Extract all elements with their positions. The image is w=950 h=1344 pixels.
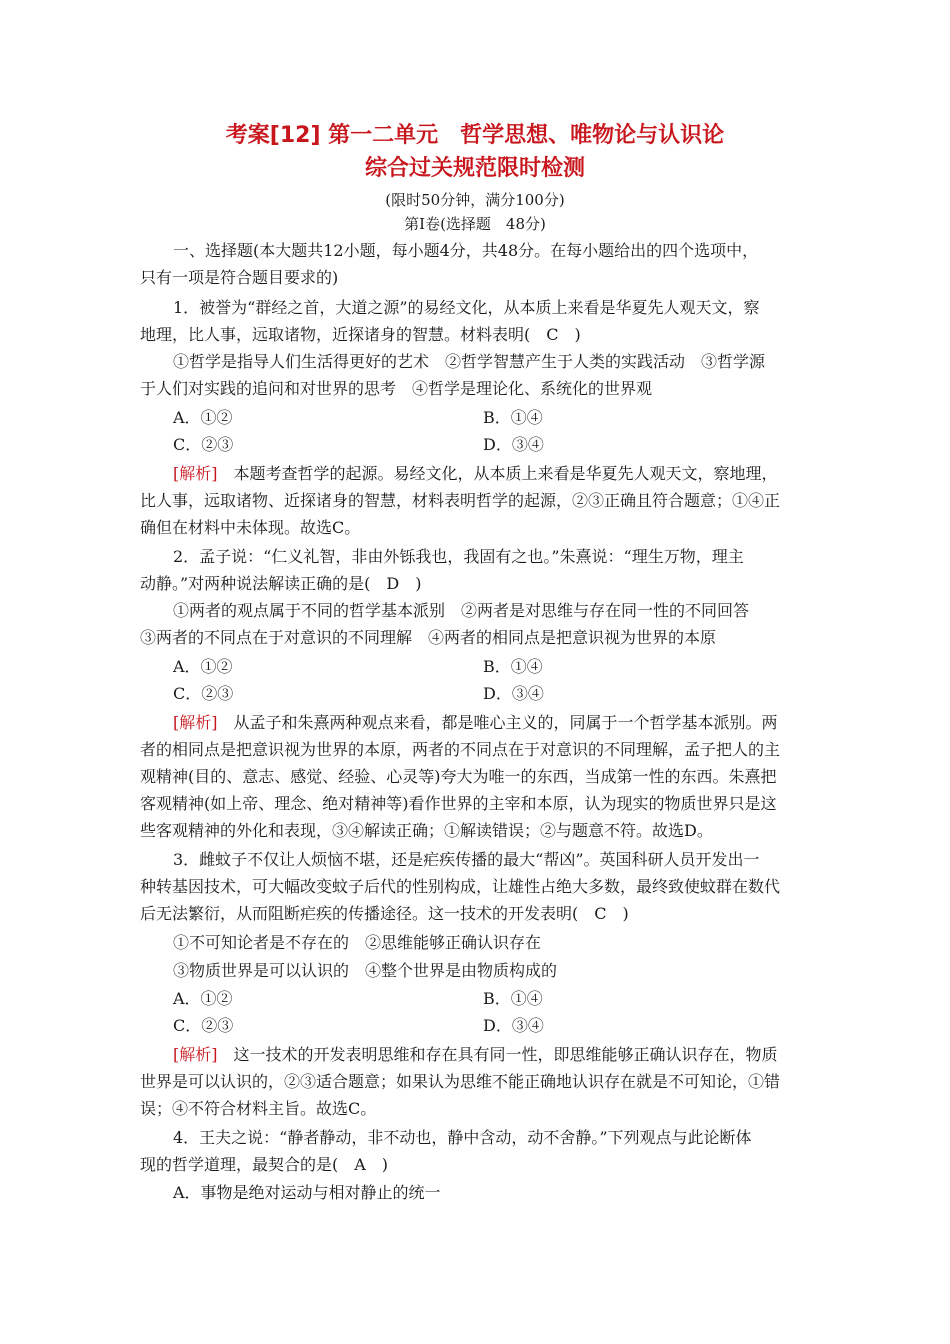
q3-analysis-line-1 [173,1044,778,1066]
q1-analysis-line-1 [173,463,778,485]
q4-stem-line-2: 现的哲学道理，最契合的是( A ) [140,1155,389,1174]
q3-choice-b: B．①④ [483,989,543,1008]
q2-choice-d: D．③④ [483,684,544,703]
q2-analysis-line-2: 者的相同点是把意识视为世界的本原，两者的不同点在于对意识的不同理解，孟子把人的主 [140,740,781,759]
q3-choice-d: D．③④ [483,1016,544,1035]
q1-choice-b: B．①④ [483,408,543,427]
q1-stem-line-2: 地理，比人事，远取诸物，近探诸身的智慧。材料表明( C ) [140,325,581,344]
section-intro-line-2: 只有一项是符合题目要求的) [140,268,339,287]
q2-stem-line-1: 2．孟子说：“仁义礼智，非由外铄我也，我固有之也。”朱熹说：“理生万物，理主 [173,547,744,566]
q3-choice-c: C．②③ [173,1016,234,1035]
q1-analysis-line-2: 比人事，远取诸物、近探诸身的智慧，材料表明哲学的起源，②③正确且符合题意；①④正 [140,491,781,510]
q1-options-line-1: ①哲学是指导人们生活得更好的艺术 ②哲学智慧产生于人类的实践活动 ③哲学源 [173,352,766,371]
q3-analysis-line-3: 误；④不符合材料主旨。故选C。 [140,1099,377,1118]
section-intro-line-1: 一、选择题(本大题共12小题，每小题4分，共48分。在每小题给出的四个选项中， [173,241,759,260]
q1-analysis-tag: [解析] [173,464,218,483]
volume-note: 第Ⅰ卷(选择题 48分) [404,215,546,233]
q4-choice-a: A．事物是绝对运动与相对静止的统一 [173,1183,441,1202]
q4-stem-line-1: 4．王夫之说：“静者静动，非不动也，静中含动，动不舍静。”下列观点与此论断体 [173,1128,752,1147]
q3-stem-line-2: 种转基因技术，可大幅改变蚊子后代的性别构成，让雄性占绝大多数，最终致使蚊群在数代 [140,877,781,896]
q3-analysis-line-2: 世界是可以认识的，②③适合题意；如果认为思维不能正确地认识存在就是不可知论，①错 [140,1072,781,1091]
q3-options-line-2: ③物质世界是可以认识的 ④整个世界是由物质构成的 [173,961,558,980]
q3-choice-a: A．①② [173,989,233,1008]
q1-choice-d: D．③④ [483,435,544,454]
q2-options-line-2: ③两者的不同点在于对意识的不同理解 ④两者的相同点是把意识视为世界的本原 [140,628,717,647]
q1-analysis-line-3: 确但在材料中未体现。故选C。 [140,518,361,537]
title-line-2: 综合过关规范限时检测 [364,156,585,181]
q2-stem-line-2: 动静。”对两种说法解读正确的是( D ) [140,574,422,593]
q2-analysis-line-5: 些客观精神的外化和表现，③④解读正确；①解读错误；②与题意不符。故选D。 [140,821,713,840]
q1-analysis-text: 本题考查哲学的起源。易经文化，从本质上来看是华夏先人观天文，察地理， [233,464,778,483]
q2-analysis-line-3: 观精神(目的、意志、感觉、经验、心灵等)夸大为唯一的东西，当成第一性的东西。朱熹把 [140,767,777,786]
q2-analysis-line-1 [173,712,778,734]
time-note: (限时50分钟，满分100分) [385,191,565,209]
q2-choice-a: A．①② [173,657,233,676]
q2-analysis-tag: [解析] [173,713,218,732]
q2-analysis-line-4: 客观精神(如上帝、理念、绝对精神等)看作世界的主宰和本原，认为现实的物质世界只是这 [140,794,777,813]
q2-options-line-1: ①两者的观点属于不同的哲学基本派别 ②两者是对思维与存在同一性的不同回答 [173,601,750,620]
q1-stem-line-1: 1．被誉为“群经之首，大道之源”的易经文化，从本质上来看是华夏先人观天文，察 [173,298,760,317]
q2-choice-c: C．②③ [173,684,234,703]
q1-options-line-2: 于人们对实践的追问和对世界的思考 ④哲学是理论化、系统化的世界观 [140,379,653,398]
q3-analysis-tag: [解析] [173,1045,218,1064]
q1-choice-a: A．①② [173,408,233,427]
q3-options-line-1: ①不可知论者是不存在的 ②思维能够正确认识存在 [173,933,542,952]
q2-choice-b: B．①④ [483,657,543,676]
q3-analysis-text: 这一技术的开发表明思维和存在具有同一性，即思维能够正确认识存在，物质 [233,1045,778,1064]
q3-stem-line-3: 后无法繁衍，从而阻断疟疾的传播途径。这一技术的开发表明( C ) [140,904,629,923]
title-line-1: 考案[12] 第一二单元 哲学思想、唯物论与认识论 [225,123,725,148]
q3-stem-line-1: 3．雌蚊子不仅让人烦恼不堪，还是疟疾传播的最大“帮凶”。英国科研人员开发出一 [173,850,760,869]
q1-choice-c: C．②③ [173,435,234,454]
q2-analysis-text: 从孟子和朱熹两种观点来看，都是唯心主义的，同属于一个哲学基本派别。两 [233,713,778,732]
